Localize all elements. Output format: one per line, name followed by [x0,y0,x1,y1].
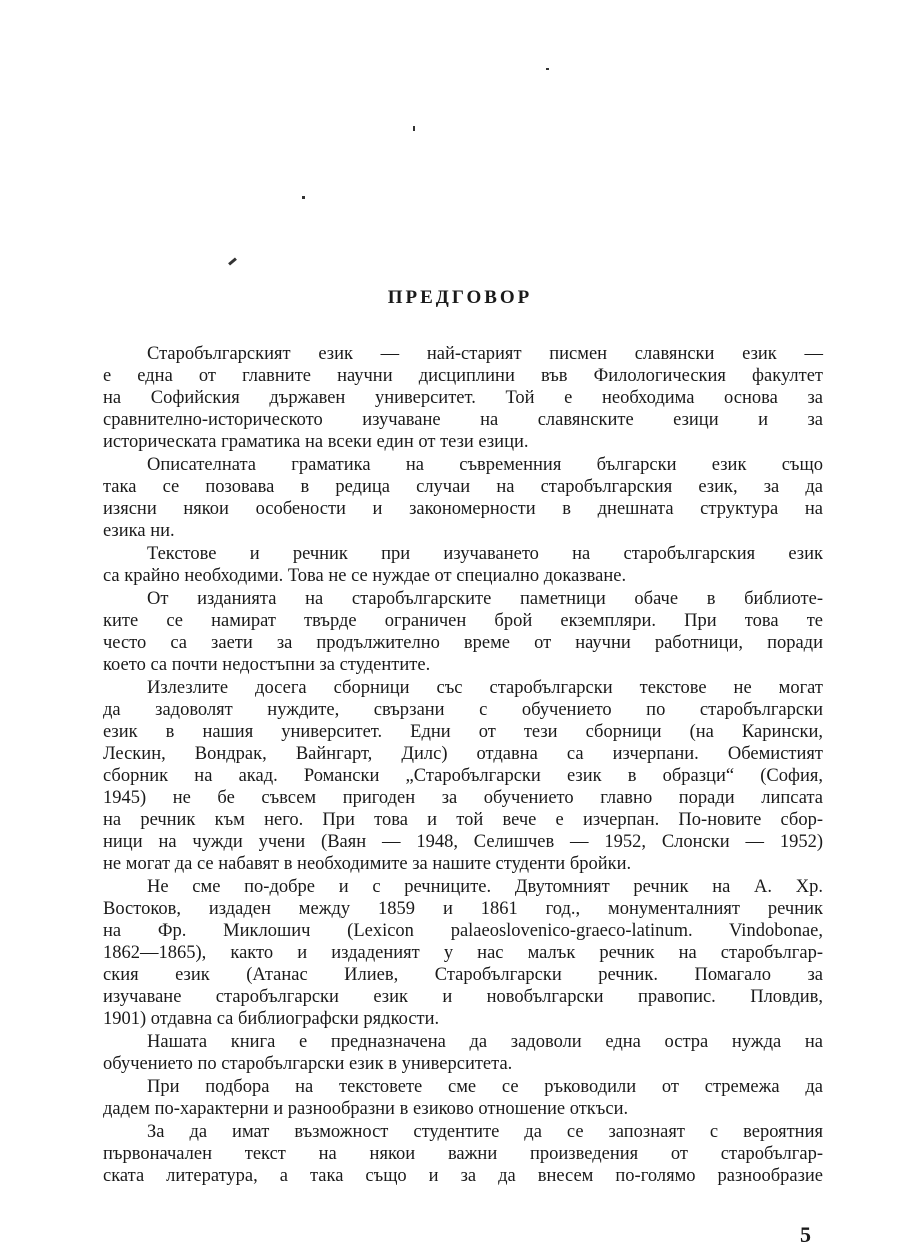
text-line: да задоволят нуждите, свързани с обучението по старобългарски [103,700,823,720]
text-line: ките се намират твърде ограничен брой екземпляри. При това те [103,611,823,631]
paragraph [103,1031,823,1075]
document-body [103,343,823,1188]
scan-speck [546,68,549,70]
paragraph [103,1121,823,1187]
paragraph [103,343,823,453]
paragraph [103,454,823,542]
paragraph [103,588,823,676]
text-line: За да имат възможност студентите да се запознаят с вероятния [147,1122,823,1142]
paragraph [103,677,823,875]
text-line: 1901) отдавна са библиографски рядкости. [103,1009,440,1029]
text-line: ската литература, а така също и за да внесем по-голямо разнообразие [103,1166,823,1186]
paragraph [103,1076,823,1120]
text-line: ския език (Атанас Илиев, Старобългарски речник. Помагало за [103,965,823,985]
text-line: дадем по-характерни и разнообразни в езиково отношение откъси. [103,1099,629,1119]
text-line: изясни някои особености и закономерности в днешната структура на [103,499,823,519]
text-line: Текстове и речник при изучаването на старобългарския език [147,544,823,564]
text-line: на речник към него. При това и той вече е изчерпан. По-новите сбор- [103,810,823,830]
text-line: Не сме по-добре и с речниците. Двутомният речник на А. Хр. [147,877,823,897]
text-line: Востоков, издаден между 1859 и 1861 год., монументалният речник [103,899,823,919]
text-line: 1945) не бе съвсем пригоден за обучението главно поради липсата [103,788,823,808]
text-line: От изданията на старобългарските паметници обаче в библиоте- [147,589,823,609]
text-line: е една от главните научни дисциплини във Филологическия факултет [103,366,823,386]
text-line: не могат да се набавят в необходимите за нашите студенти бройки. [103,854,632,874]
text-line: така се позовава в редица случаи на старобългарския език, за да [103,477,823,497]
text-line: 1862—1865), както и издаденият у нас малък речник на старобългар- [103,943,823,963]
text-line: което са почти недостъпни за студентите. [103,655,431,675]
text-line: на Фр. Миклошич (Lexicon palaeoslovenico-graeco-latinum. Vindobonae, [103,921,823,941]
page-title: ПРЕДГОВОР [387,287,533,308]
scan-speck [413,126,415,131]
text-line: изучаване старобългарски език и новобългарски правопис. Пловдив, [103,987,823,1007]
text-line: език в нашия университет. Едни от тези сборници (на Карински, [103,722,823,742]
text-line: на Софийския държавен университет. Той е необходима основа за [103,388,823,408]
paragraph [103,876,823,1030]
text-line: Излезлите досега сборници със старобългарски текстове не могат [147,678,823,698]
text-line: Описателната граматика на съвременния български език също [147,455,823,475]
text-line: езика ни. [103,521,175,541]
text-line: Нашата книга е предназначена да задоволи една остра нужда на [147,1032,823,1052]
text-line: Лескин, Вондрак, Вайнгарт, Дилс) отдавна са изчерпани. Обемистият [103,744,823,764]
text-line: често са заети за продължително време от научни работници, поради [103,633,823,653]
text-line: сборник на акад. Романски „Старобългарски език в образци“ (София, [103,766,823,786]
scan-speck [302,196,305,199]
text-line: При подбора на текстовете сме се ръководили от стремежа да [147,1077,823,1097]
text-line: обучението по старобългарски език в университета. [103,1054,513,1074]
text-line: историческата граматика на всеки един от тези езици. [103,432,529,452]
scan-speck [228,257,237,265]
text-line: първоначален текст на някои важни произведения от старобългар- [103,1144,823,1164]
text-line: сравнително-историческото изучаване на славянските езици и за [103,410,823,430]
text-line: Старобългарският език — най-старият писмен славянски език — [147,344,823,364]
text-line: ници на чужди учени (Ваян — 1948, Селишчев — 1952, Слонски — 1952) [103,832,823,852]
paragraph [103,543,823,587]
page-number: 5 [800,1222,811,1247]
text-line: са крайно необходими. Това не се нуждае от специално доказване. [103,566,627,586]
